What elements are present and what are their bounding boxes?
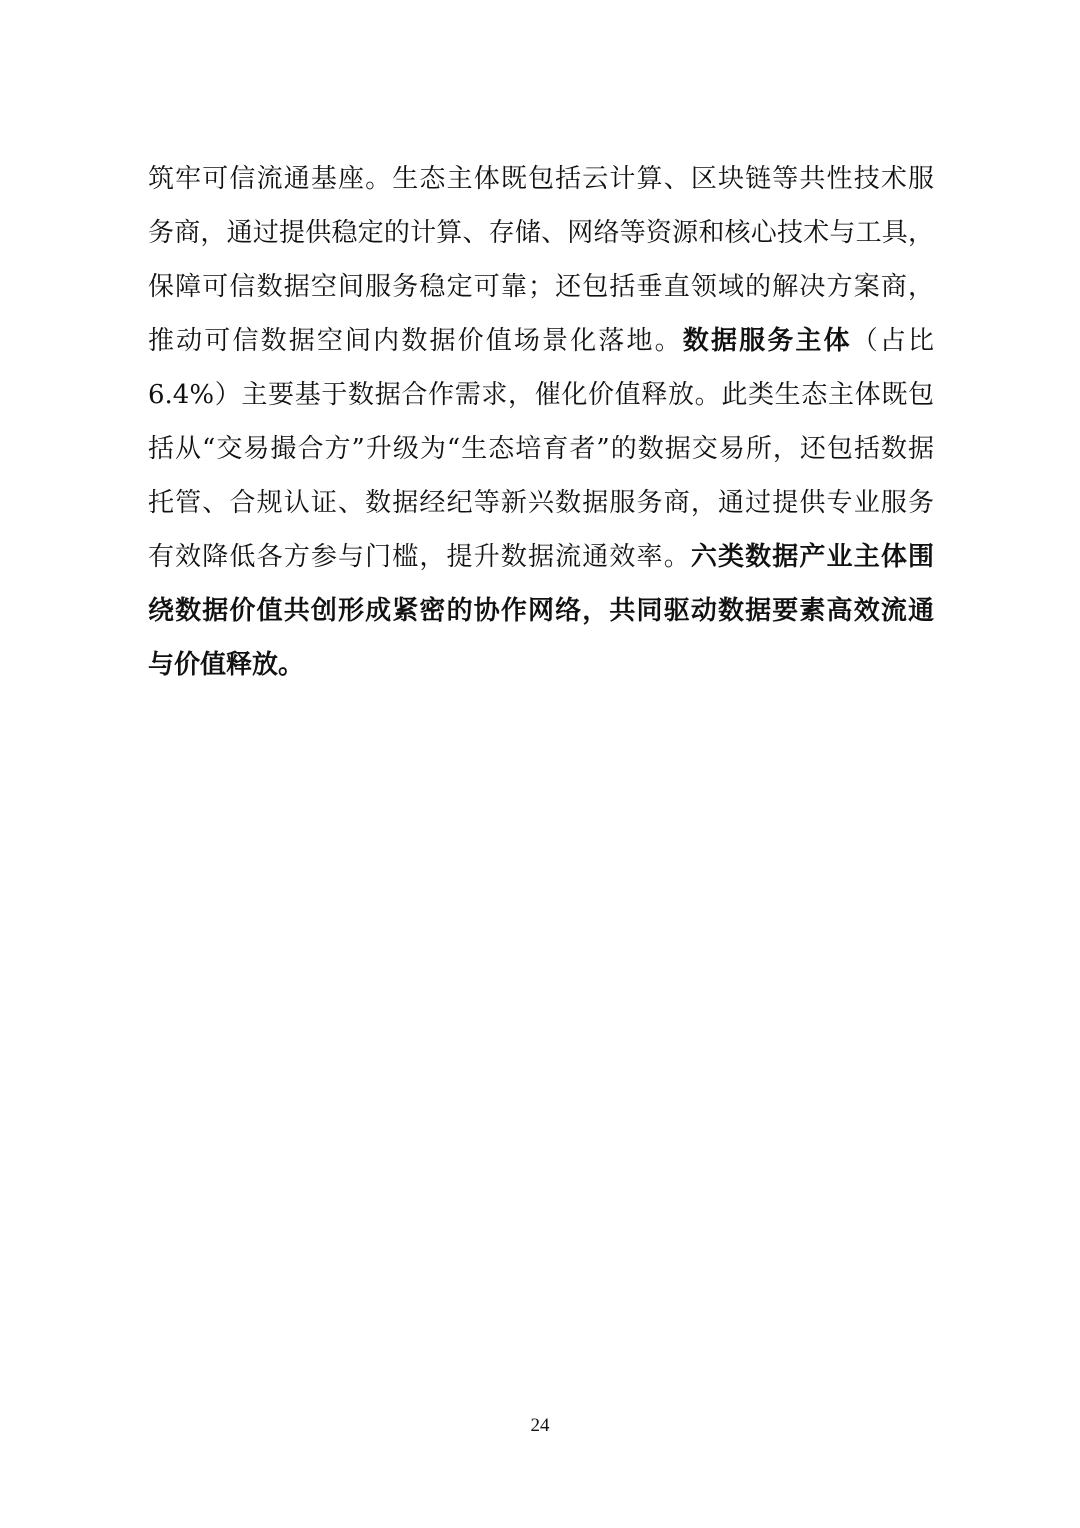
paragraph-line [148,476,934,530]
text-run: 保障可信数据空间服务稳定可靠；还包括垂直领域的解决方案商， [148,272,934,302]
bold-summary-run: 绕数据价值共创形成紧密的协作网络，共同驱动数据要素高效流通 [148,596,934,626]
body-paragraph [148,152,934,692]
text-run: 推动可信数据空间内数据价值场景化落地。 [148,326,683,356]
text-run: （占比 [851,326,934,356]
bold-summary-run: 六类数据产业主体围 [690,542,934,572]
paragraph-line [148,638,934,692]
paragraph-line [148,260,934,314]
paragraph-line [148,368,934,422]
bold-heading-run: 数据服务主体 [682,326,852,356]
paragraph-line [148,422,934,476]
paragraph-line [148,584,934,638]
text-run: 托管、合规认证、数据经纪等新兴数据服务商，通过提供专业服务 [148,488,934,518]
page-number: 24 [530,1415,550,1436]
paragraph-line [148,152,934,206]
text-run: 有效降低各方参与门槛，提升数据流通效率。 [148,542,691,572]
paragraph-line [148,206,934,260]
text-run: 6.4%）主要基于数据合作需求，催化价值释放。此类生态主体既包 [148,380,934,410]
paragraph-line [148,530,934,584]
paragraph-line [148,314,934,368]
bold-summary-run: 与价值释放。 [148,650,305,680]
text-run: 筑牢可信流通基座。生态主体既包括云计算、区块链等共性技术服 [148,164,934,194]
text-run: 括从“交易撮合方”升级为“生态培育者”的数据交易所，还包括数据 [148,434,934,464]
text-run: 务商，通过提供稳定的计算、存储、网络等资源和核心技术与工具， [148,218,934,248]
